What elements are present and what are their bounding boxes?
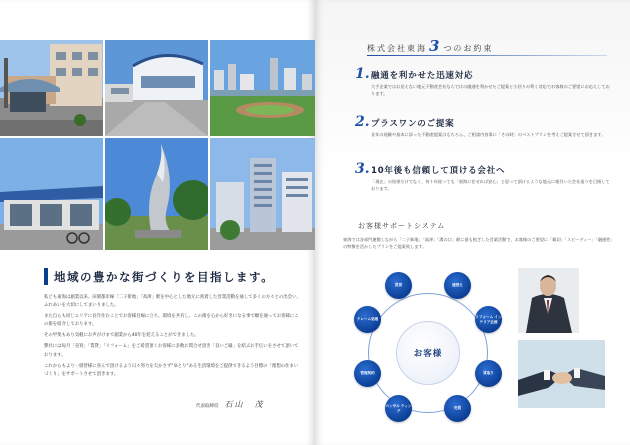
- promise-item: [355, 163, 615, 203]
- promise-heading: 10年後も信頼して頂ける会社へ: [371, 166, 506, 176]
- businessman-photo: [518, 268, 579, 333]
- promise-text: 「現在」の結果だけでなく、何十年経っても「東海に任せれば安心」と思って頂けるような地元に根付いた会社造りを目指しております。: [371, 179, 610, 192]
- right-page: [315, 0, 630, 445]
- service-node: 賃貸: [385, 272, 412, 299]
- body-paragraph: 私ども東海は創業以来、田園都市線「二子新地」「高津」駅を中心とした地元に密着した営業活動を通して多くの方々との出会い、ふれあいを大切にしてまいりました。: [44, 295, 301, 309]
- body-paragraph: これからもより一層皆様に喜んで頂けるよう日々努力を欠かさず"ゆとり"ある生活環境をご提供できるよう目標の「理想の住まいづくり」をサポートさせて頂きます。: [44, 363, 299, 377]
- support-text: 東海では各部門連携しながら「二子新地」「高津」「溝の口」駅に最も根ざした営業活動で、お客様のご要望に「親切」「スピーディー」「融通性」の特徴を活かしたプランをご提案致します。: [343, 237, 613, 250]
- promise-num: 3.: [355, 161, 370, 177]
- signature: [196, 399, 265, 410]
- dome-building-photo: [105, 40, 208, 136]
- signature-label: 代表取締役: [196, 404, 219, 409]
- service-node: リフォーム インテリア企画: [475, 306, 502, 333]
- left-body-text: [44, 294, 302, 382]
- station-building-photo: [0, 138, 103, 250]
- body-paragraph: 弊社には毎月「売買」「賃貸」「リフォーム」をご希望頂くお客様に多数お問合せ頂き「良いご縁」を結ぶお手伝いをさせて頂いております。: [44, 344, 299, 358]
- promise-item: [355, 68, 615, 108]
- service-node: 買取り: [475, 360, 502, 387]
- promise-num: 1.: [355, 66, 370, 82]
- promise-text: 長年の経験や基本に添った不動産提案はもちろん、ご相談内容事に「その時」のベストプランを考えご提案させて頂きます。: [371, 132, 606, 137]
- service-node: コンサル ティング: [385, 395, 412, 422]
- body-paragraph: また自らも同じエリアに長年住むことでお客様目線に立ち、環境を共有し、この街を心から好きになる事で願を通ってお客様にこの街を紹介しております。: [44, 314, 299, 328]
- promise-num: 2.: [355, 114, 370, 130]
- office-towers-photo: [210, 138, 315, 250]
- station-street-photo: [0, 40, 103, 136]
- promise-title-prefix: 株式会社東海: [367, 44, 427, 53]
- support-diagram: [339, 268, 517, 440]
- customer-center-node: お客様: [396, 321, 460, 385]
- heading-accent-bar: [44, 268, 48, 285]
- title-rule: [367, 55, 607, 56]
- promise-title-suffix: つのお約束: [443, 44, 494, 53]
- promise-item: [355, 116, 615, 156]
- river-city-photo: [210, 40, 315, 136]
- service-node: クレーム処理: [354, 306, 381, 333]
- sculpture-photo: [105, 138, 208, 250]
- service-node: 売買: [444, 395, 471, 422]
- promise-number: 3: [429, 37, 442, 55]
- handshake-photo: [518, 340, 605, 408]
- support-title: お客様サポートシステム: [358, 222, 446, 230]
- service-node: 管理契約: [354, 360, 381, 387]
- body-paragraph: その甲斐もあり気軽にお声がけまで創業から40年を迎えることができました。: [44, 333, 199, 339]
- promise-heading: プラスワンのご提案: [371, 119, 455, 129]
- promise-text: 大手企業ではお見えない地元不動産会社ならではの融通を利かせたご提案と小回りの利く対応でお客様のご要望にお応えしております。: [371, 84, 610, 97]
- signature-name: 石山 茂: [224, 400, 265, 409]
- left-heading: 地域の豊かな街づくりを目指します。: [54, 270, 275, 284]
- service-node: 建替え: [444, 272, 471, 299]
- promise-heading: 融通を利かせた迅速対応: [371, 71, 474, 81]
- promise-title: [367, 37, 493, 55]
